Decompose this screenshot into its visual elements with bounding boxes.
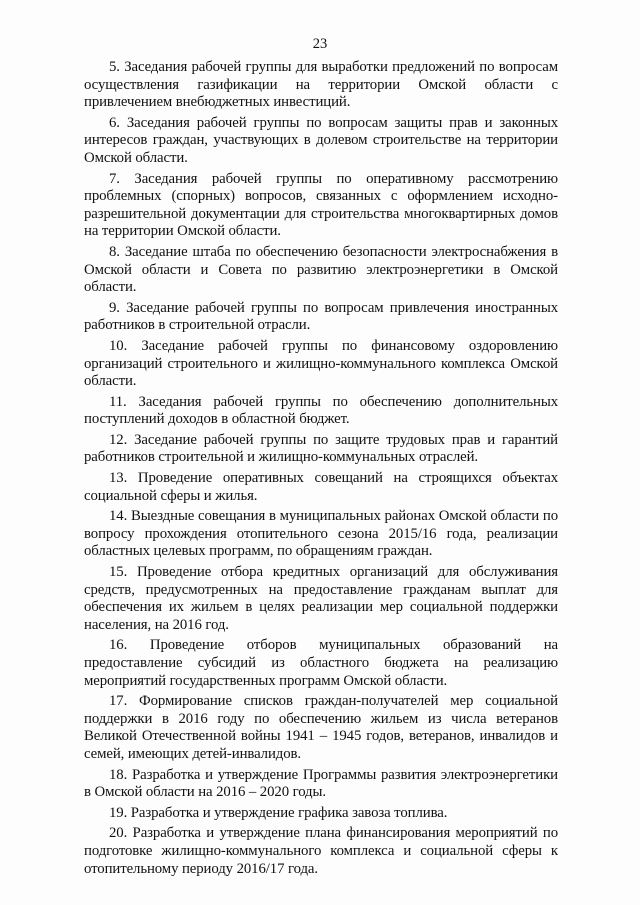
document-body	[84, 59, 558, 881]
list-item: 12. Заседание рабочей группы по защите трудовых прав и гарантий работников строительной и жилищно-коммунальных отраслей.	[84, 431, 558, 466]
list-item: 17. Формирование списков граждан-получателей мер социальной поддержки в 2016 году по обеспечению жильем из числа ветеранов Великой Отечественной войны 1941 – 1945 годов, ветеранов, инвалидов и семей, имеющих детей-инвалидов.	[84, 693, 558, 762]
list-item: 15. Проведение отбора кредитных организаций для обслуживания средств, предусмотренных на предоставление гражданам выплат для обеспечения их жильем в целях реализации мер социальной поддержки населения, на 2016 год.	[84, 564, 558, 633]
list-item: 14. Выездные совещания в муниципальных районах Омской области по вопросу прохождения отопительного сезона 2015/16 года, реализации областных целевых программ, по обращениям граждан.	[84, 508, 558, 560]
list-item: 19. Разработка и утверждение графика завоза топлива.	[109, 804, 448, 821]
list-item: 16. Проведение отборов муниципальных образований на предоставление субсидий из областного бюджета на реализацию мероприятий государственных программ Омской области.	[84, 637, 558, 689]
list-item: 18. Разработка и утверждение Программы развития электроэнергетики в Омской области на 2016 – 2020 годы.	[84, 766, 558, 801]
list-item: 20. Разработка и утверждение плана финансирования мероприятий по подготовке жилищно-коммунального комплекса и социальной сферы к отопительному периоду 2016/17 года.	[84, 825, 558, 877]
list-item: 6. Заседания рабочей группы по вопросам защиты прав и законных интересов граждан, участвующих в долевом строительстве на территории Омской области.	[84, 114, 558, 166]
list-item: 9. Заседание рабочей группы по вопросам привлечения иностранных работников в строительной отрасли.	[84, 299, 558, 334]
list-item: 11. Заседания рабочей группы по обеспечению дополнительных поступлений доходов в областной бюджет.	[84, 393, 558, 428]
list-item: 13. Проведение оперативных совещаний на строящихся объектах социальной сферы и жилья.	[84, 470, 558, 504]
list-item: 7. Заседания рабочей группы по оперативному рассмотрению проблемных (спорных) вопросов, связанных с оформлением исходно-разрешительной документации для строительства многоквартирных домов на территории Омской области.	[84, 170, 558, 240]
list-item: 5. Заседания рабочей группы для выработки предложений по вопросам осуществления газификации на территории Омской области с привлечением внебюджетных инвестиций.	[84, 59, 558, 111]
page-number: 23	[312, 36, 328, 52]
list-item: 10. Заседание рабочей группы по финансовому оздоровлению организаций строительного и жилищно-коммунального комплекса Омской области.	[84, 337, 558, 390]
list-item: 8. Заседание штаба по обеспечению безопасности электроснабжения в Омской области и Совета по развитию электроэнергетики в Омской области.	[84, 243, 558, 296]
